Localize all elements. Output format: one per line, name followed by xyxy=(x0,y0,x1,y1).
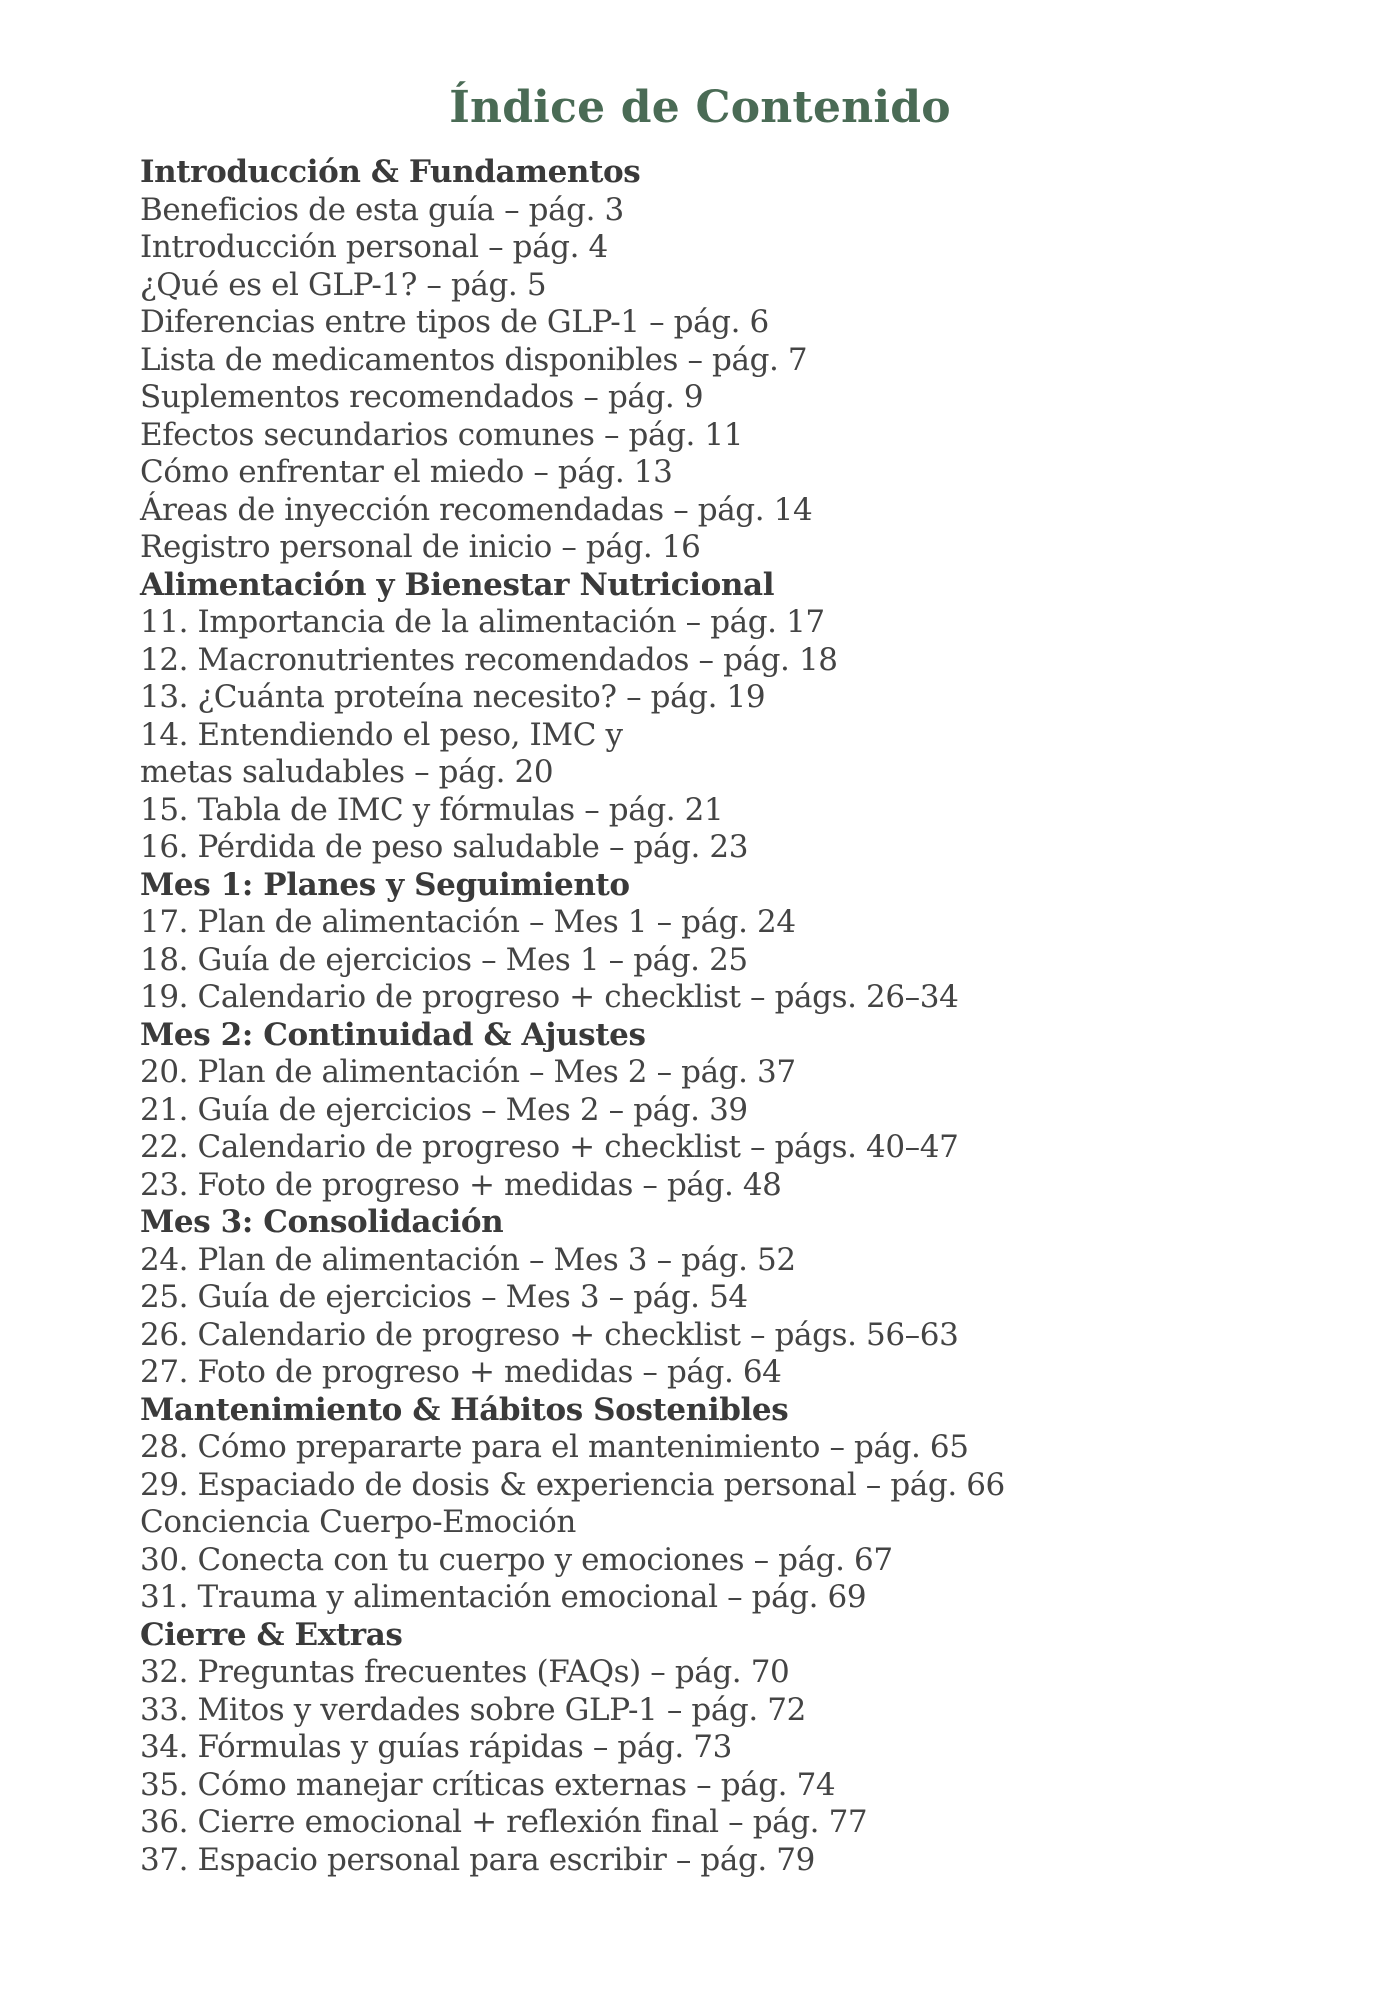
toc-entry: 31. Trauma y alimentación emocional – pág. 69 xyxy=(140,1579,867,1615)
toc-entry: 23. Foto de progreso + medidas – pág. 48 xyxy=(140,1166,782,1203)
toc-entry: 24. Plan de alimentación – Mes 3 – pág. 52 xyxy=(140,1241,796,1278)
toc-entry: 15. Tabla de IMC y fórmulas – pág. 21 xyxy=(140,791,724,828)
toc-entry: Áreas de inyección recomendadas – pág. 14 xyxy=(140,491,813,528)
toc-entry: metas saludables – pág. 20 xyxy=(140,754,554,790)
toc-entry: ¿Qué es el GLP-1? – pág. 5 xyxy=(140,266,547,303)
toc-section-heading: Mes 3: Consolidación xyxy=(140,1204,504,1240)
toc-entry: 18. Guía de ejercicios – Mes 1 – pág. 25 xyxy=(140,941,748,978)
toc-entry: 37. Espacio personal para escribir – pág. 79 xyxy=(140,1841,815,1878)
toc-entry: Diferencias entre tipos de GLP-1 – pág. 6 xyxy=(140,304,769,340)
toc-entry: 12. Macronutrientes recomendados – pág. 18 xyxy=(140,641,838,678)
toc-entry: 21. Guía de ejercicios – Mes 2 – pág. 39 xyxy=(140,1091,748,1128)
toc-entry: Registro personal de inicio – pág. 16 xyxy=(140,529,701,565)
toc-entry: 36. Cierre emocional + reflexión final – pág. 77 xyxy=(140,1804,868,1840)
toc-entry: 26. Calendario de progreso + checklist – págs. 56–63 xyxy=(140,1316,959,1353)
toc-entry: 19. Calendario de progreso + checklist – págs. 26–34 xyxy=(140,979,959,1015)
toc-entry: Beneficios de esta guía – pág. 3 xyxy=(140,191,624,228)
toc-entry: 27. Foto de progreso + medidas – pág. 64 xyxy=(140,1354,782,1390)
toc-entry: 11. Importancia de la alimentación – pág. 17 xyxy=(140,604,825,640)
page-title: Índice de Contenido xyxy=(449,82,951,133)
toc-entry: Conciencia Cuerpo-Emoción xyxy=(140,1504,576,1540)
toc-entry: 32. Preguntas frecuentes (FAQs) – pág. 70 xyxy=(140,1654,790,1690)
toc-section-heading: Mantenimiento & Hábitos Sostenibles xyxy=(140,1391,789,1428)
toc-section-heading: Mes 2: Continuidad & Ajustes xyxy=(140,1016,646,1053)
toc-entry: 35. Cómo manejar críticas externas – pág. 74 xyxy=(140,1766,836,1803)
toc-entry: 17. Plan de alimentación – Mes 1 – pág. 24 xyxy=(140,904,796,940)
toc-entry: Cómo enfrentar el miedo – pág. 13 xyxy=(140,454,673,490)
toc-entry: Introducción personal – pág. 4 xyxy=(140,229,608,265)
toc-entry: 33. Mitos y verdades sobre GLP-1 – pág. 72 xyxy=(140,1691,806,1728)
toc-section-heading: Cierre & Extras xyxy=(140,1616,403,1653)
toc-entry: 34. Fórmulas y guías rápidas – pág. 73 xyxy=(140,1729,732,1765)
toc-entry: 29. Espaciado de dosis & experiencia personal – pág. 66 xyxy=(140,1466,1005,1503)
toc-entry: Suplementos recomendados – pág. 9 xyxy=(140,379,704,415)
toc-entry: Lista de medicamentos disponibles – pág. 7 xyxy=(140,341,808,378)
toc-entry: 25. Guía de ejercicios – Mes 3 – pág. 54 xyxy=(140,1279,748,1315)
toc-section-heading: Alimentación y Bienestar Nutricional xyxy=(140,566,775,603)
toc-entry: 20. Plan de alimentación – Mes 2 – pág. 37 xyxy=(140,1054,796,1090)
toc-entry: 28. Cómo prepararte para el mantenimiento – pág. 65 xyxy=(140,1429,969,1465)
toc-entry: 22. Calendario de progreso + checklist – págs. 40–47 xyxy=(140,1129,959,1165)
toc-section-heading: Introducción & Fundamentos xyxy=(140,154,641,190)
toc-section-heading: Mes 1: Planes y Seguimiento xyxy=(140,866,630,903)
table-of-contents xyxy=(140,154,1340,1879)
toc-entry: 14. Entendiendo el peso, IMC y xyxy=(140,716,623,753)
toc-entry: 13. ¿Cuánta proteína necesito? – pág. 19 xyxy=(140,679,766,715)
toc-entry: 30. Conecta con tu cuerpo y emociones – pág. 67 xyxy=(140,1541,893,1578)
toc-entry: 16. Pérdida de peso saludable – pág. 23 xyxy=(140,829,749,865)
toc-entry: Efectos secundarios comunes – pág. 11 xyxy=(140,416,744,453)
